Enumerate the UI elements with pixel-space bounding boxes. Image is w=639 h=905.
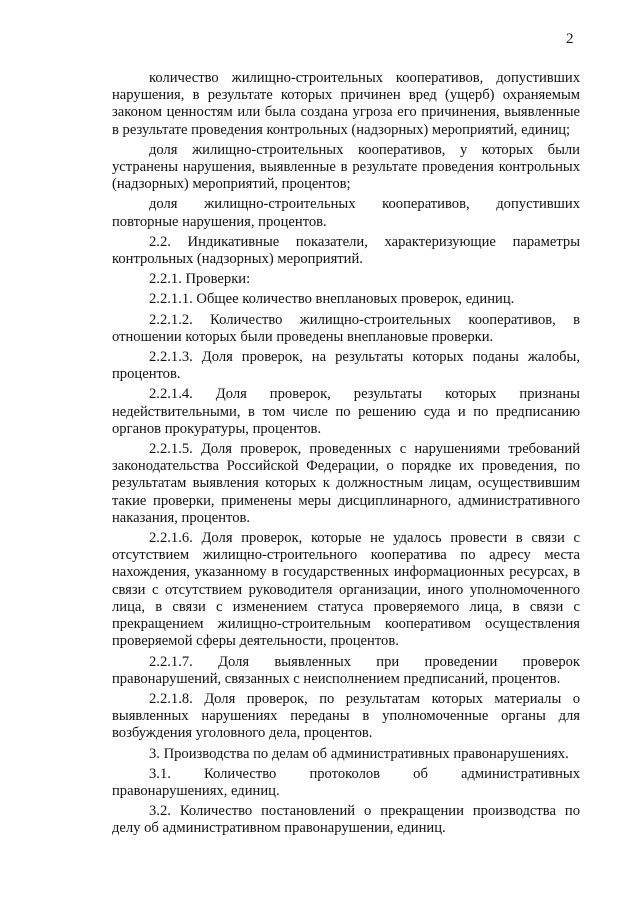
paragraph: 2.2. Индикативные показатели, характеризующие параметры контрольных (надзорных) мероприятий. xyxy=(112,233,580,268)
page-number: 2 xyxy=(566,31,574,47)
paragraph: 3.2. Количество постановлений о прекращении производства по делу об административном правонарушении, единиц. xyxy=(112,803,580,837)
paragraph: количество жилищно-строительных кооперативов, допустивших нарушения, в результате которых причинен вред (ущерб) охраняемым законом ценностям или была создана угроза его причинения, выявленные в результате проведения контрольных (надзорных) мероприятий, единиц; xyxy=(112,70,580,138)
paragraph: 2.2.1.8. Доля проверок, по результатам которых материалы о выявленных нарушениях переданы в уполномоченные органы для возбуждения уголовного дела, процентов. xyxy=(112,690,580,742)
paragraph: 2.2.1.3. Доля проверок, на результаты которых поданы жалобы, процентов. xyxy=(112,349,580,383)
paragraph: 2.2.1.1. Общее количество внеплановых проверок, единиц. xyxy=(149,291,515,308)
paragraph: 2.2.1.5. Доля проверок, проведенных с нарушениями требований законодательства Российской Федерации, о порядке их проведения, по результатам выявления которых к должностным лицам, осуществившим такие проверки, применены меры дисциплинарного, административного наказания, процентов. xyxy=(112,441,580,526)
paragraph: 2.2.1.7. Доля выявленных при проведении проверок правонарушений, связанных с неисполнением предписаний, процентов. xyxy=(112,653,580,687)
paragraph: 3. Производства по делам об административных правонарушениях. xyxy=(149,745,569,762)
paragraph: 2.2.1.6. Доля проверок, которые не удалось провести в связи с отсутствием жилищно-строительного кооператива по адресу места нахождения, указанному в государственных информационных ресурсах, в связи с отсутствием руководителя организации, иного уполномоченного лица, в связи с изменением статуса проверяемого лица, в связи с прекращением жилищно-строительным кооперативом осуществления проверяемой сферы деятельности, процентов. xyxy=(112,530,580,650)
paragraph: 2.2.1.2. Количество жилищно-строительных кооперативов, в отношении которых были проведены внеплановые проверки. xyxy=(112,311,580,345)
paragraph: 3.1. Количество протоколов об административных правонарушениях, единиц. xyxy=(112,765,580,799)
paragraph: 2.2.1. Проверки: xyxy=(149,271,251,288)
document-body xyxy=(112,70,580,841)
paragraph: 2.2.1.4. Доля проверок, результаты которых признаны недействительными, в том числе по решению суда и по предписанию органов прокуратуры, процентов. xyxy=(112,386,580,437)
paragraph: доля жилищно-строительных кооперативов, у которых были устранены нарушения, выявленные в результате проведения контрольных (надзорных) мероприятий, процентов; xyxy=(112,141,580,193)
paragraph: доля жилищно-строительных кооперативов, допустивших повторные нарушения, процентов. xyxy=(112,196,580,230)
